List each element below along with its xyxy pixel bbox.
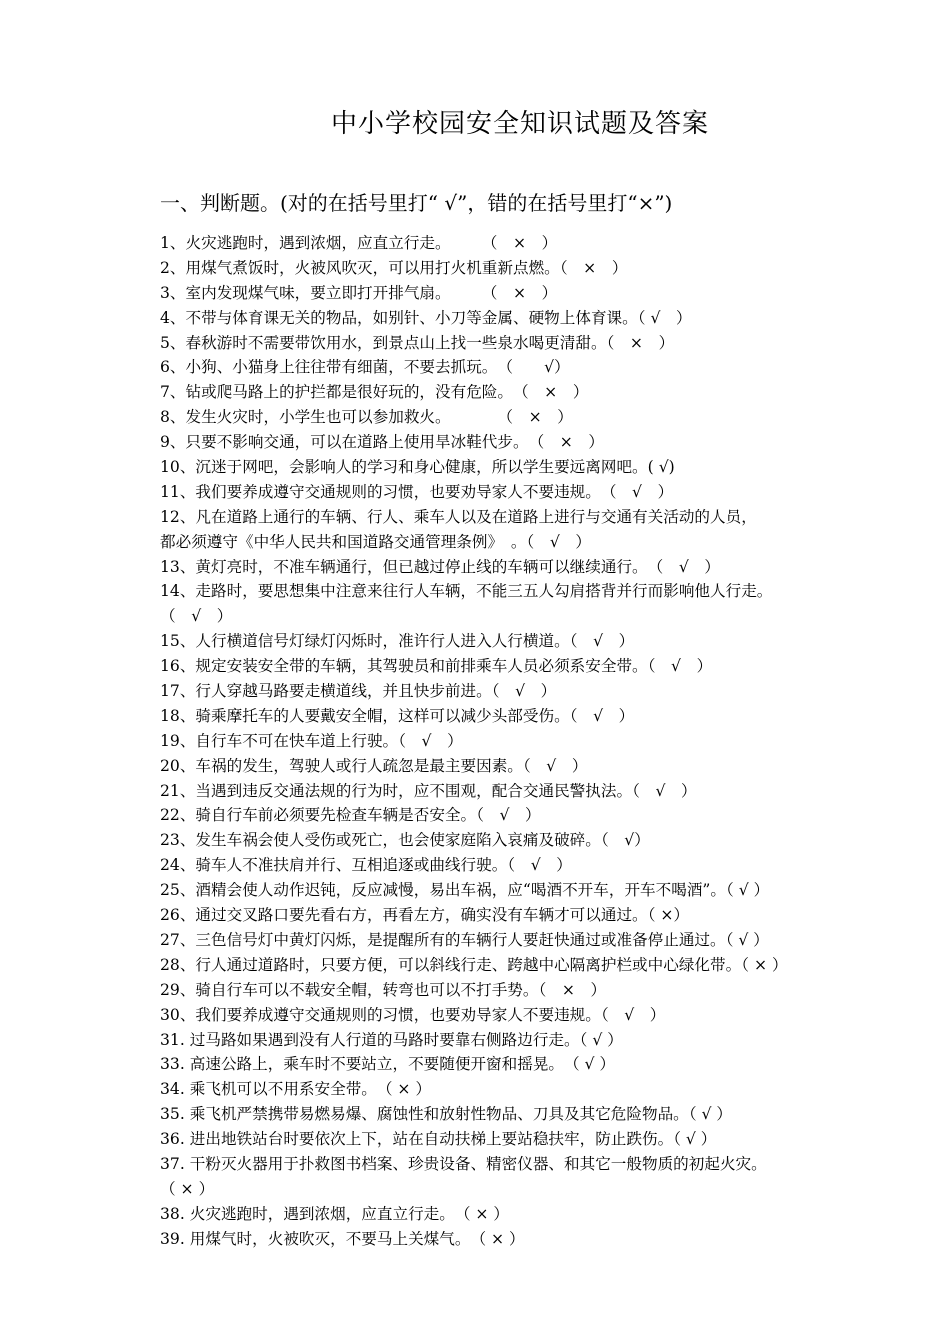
question-line: 12、凡在道路上通行的车辆、行人、乘车人以及在道路上进行与交通有关活动的人员， [160,507,757,526]
document-title: 中小学校园安全知识试题及答案 [330,109,709,139]
question-line: 36. 进出地铁站台时要依次上下，站在自动扶梯上要站稳扶牢，防止跌伤。（ √ ） [160,1130,717,1149]
question-line: 11、我们要养成遵守交通规则的习惯，也要劝导家人不要违规。 （ √ ） [160,482,674,501]
question-line: 27、三色信号灯中黄灯闪烁，是提醒所有的车辆行人要赶快通过或准备停止通过。（ √ ） [160,930,769,949]
question-line: 28、行人通过道路时，只要方便，可以斜线行走、跨越中心隔离护栏或中心绿化带。（ × ） [160,955,788,974]
question-line: 22、骑自行车前必须要先检查车辆是否安全。（ √ ） [160,806,541,825]
question-line: 37. 干粉灭火器用于扑救图书档案、珍贵设备、精密仪器、和其它一般物质的初起火灾。 [160,1154,767,1173]
question-line: 23、发生车祸会使人受伤或死亡，也会使家庭陷入哀痛及破碎。（ √） [160,831,650,850]
question-line: 7、钻或爬马路上的护拦都是很好玩的，没有危险。 （ × ） [160,383,589,402]
question-line: 5、春秋游时不需要带饮用水，到景点山上找一些泉水喝更清甜。（ × ） [160,333,675,352]
question-line: 19、自行车不可在快车道上行驶。（ √ ） [160,731,463,750]
question-line: 8、发生火灾时，小学生也可以参加救火。 （ × ） [160,408,573,427]
question-line: 25、酒精会使人动作迟钝，反应减慢，易出车祸，应“喝酒不开车，开车不喝酒”。（ √ ） [160,881,770,900]
question-line: 1、火灾逃跑时，遇到浓烟，应直立行走。 （ × ） [160,234,558,252]
question-line: 18、骑乘摩托车的人要戴安全帽，这样可以减少头部受伤。（ √ ） [160,706,635,725]
question-line: 4、不带与体育课无关的物品，如别针、小刀等金属、硬物上体育课。（ √ ） [160,308,692,327]
question-line: 20、车祸的发生，驾驶人或行人疏忽是最主要因素。（ √ ） [160,756,588,775]
question-line: 13、黄灯亮时，不准车辆通行，但已越过停止线的车辆可以继续通行。 （ √ ） [160,557,720,576]
question-line: 38. 火灾逃跑时，遇到浓烟，应直立行走。 （ × ） [160,1204,510,1223]
question-line: 2、用煤气煮饭时，火被风吹灭，可以用打火机重新点燃。（ × ） [160,258,628,277]
question-line: 29、骑自行车可以不载安全帽，转弯也可以不打手势。（ × ） [160,980,607,999]
question-line: 3、室内发现煤气味，要立即打开排气扇。 （ × ） [160,283,558,302]
question-line: 16、规定安装安全带的车辆，其驾驶员和前排乘车人员必须系安全带。（ √ ） [160,657,713,676]
question-line: 26、通过交叉路口要先看右方，再看左方，确实没有车辆才可以通过。（ ×） [160,906,690,925]
question-list [160,231,895,1252]
question-line: 10、沉迷于网吧，会影响人的学习和身心健康，所以学生要远离网吧。( √) [160,458,675,477]
question-line: 15、人行横道信号灯绿灯闪烁时，准许行人进入人行横道。（ √ ） [160,632,635,651]
question-line: 14、走路时，要思想集中注意来往行人车辆，不能三五人勾肩搭背并行而影响他人行走。 [160,582,773,601]
question-line: （ √ ） [160,607,233,626]
question-line: 39. 用煤气时，火被吹灭，不要马上关煤气。 （ × ） [160,1229,525,1248]
question-line: 24、骑车人不准扶肩并行、互相追逐或曲线行驶。（ √ ） [160,856,572,875]
question-line: 21、当遇到违反交通法规的行为时，应不围观，配合交通民警执法。（ √ ） [160,781,697,800]
question-line: 6、小狗、小猫身上往往带有细菌，不要去抓玩。 （ √） [160,358,570,377]
question-line: 31. 过马路如果遇到没有人行道的马路时要靠右侧路边行走。（ √ ） [160,1030,623,1049]
question-line: 9、只要不影响交通，可以在道路上使用旱冰鞋代步。 （ × ） [160,433,605,452]
section-heading: 一、判断题。(对的在括号里打“ √”，错的在括号里打“×”) [160,191,673,215]
question-line: 30、我们要养成遵守交通规则的习惯，也要劝导家人不要违规。（ √ ） [160,1005,666,1024]
question-line: （ × ） [160,1179,215,1198]
question-line: 33. 高速公路上，乘车时不要站立，不要随便开窗和摇晃。 （ √ ） [160,1055,616,1074]
question-line: 都必须遵守《中华人民共和国道路交通管理条例》 。（ √ ） [160,532,591,551]
question-line: 35. 乘飞机严禁携带易燃易爆、腐蚀性和放射性物品、刀具及其它危险物品。（ √ ） [160,1105,732,1124]
question-line: 17、行人穿越马路要走横道线，并且快步前进。（ √ ） [160,682,557,701]
question-line: 34. 乘飞机可以不用系安全带。 （ × ） [160,1080,432,1099]
